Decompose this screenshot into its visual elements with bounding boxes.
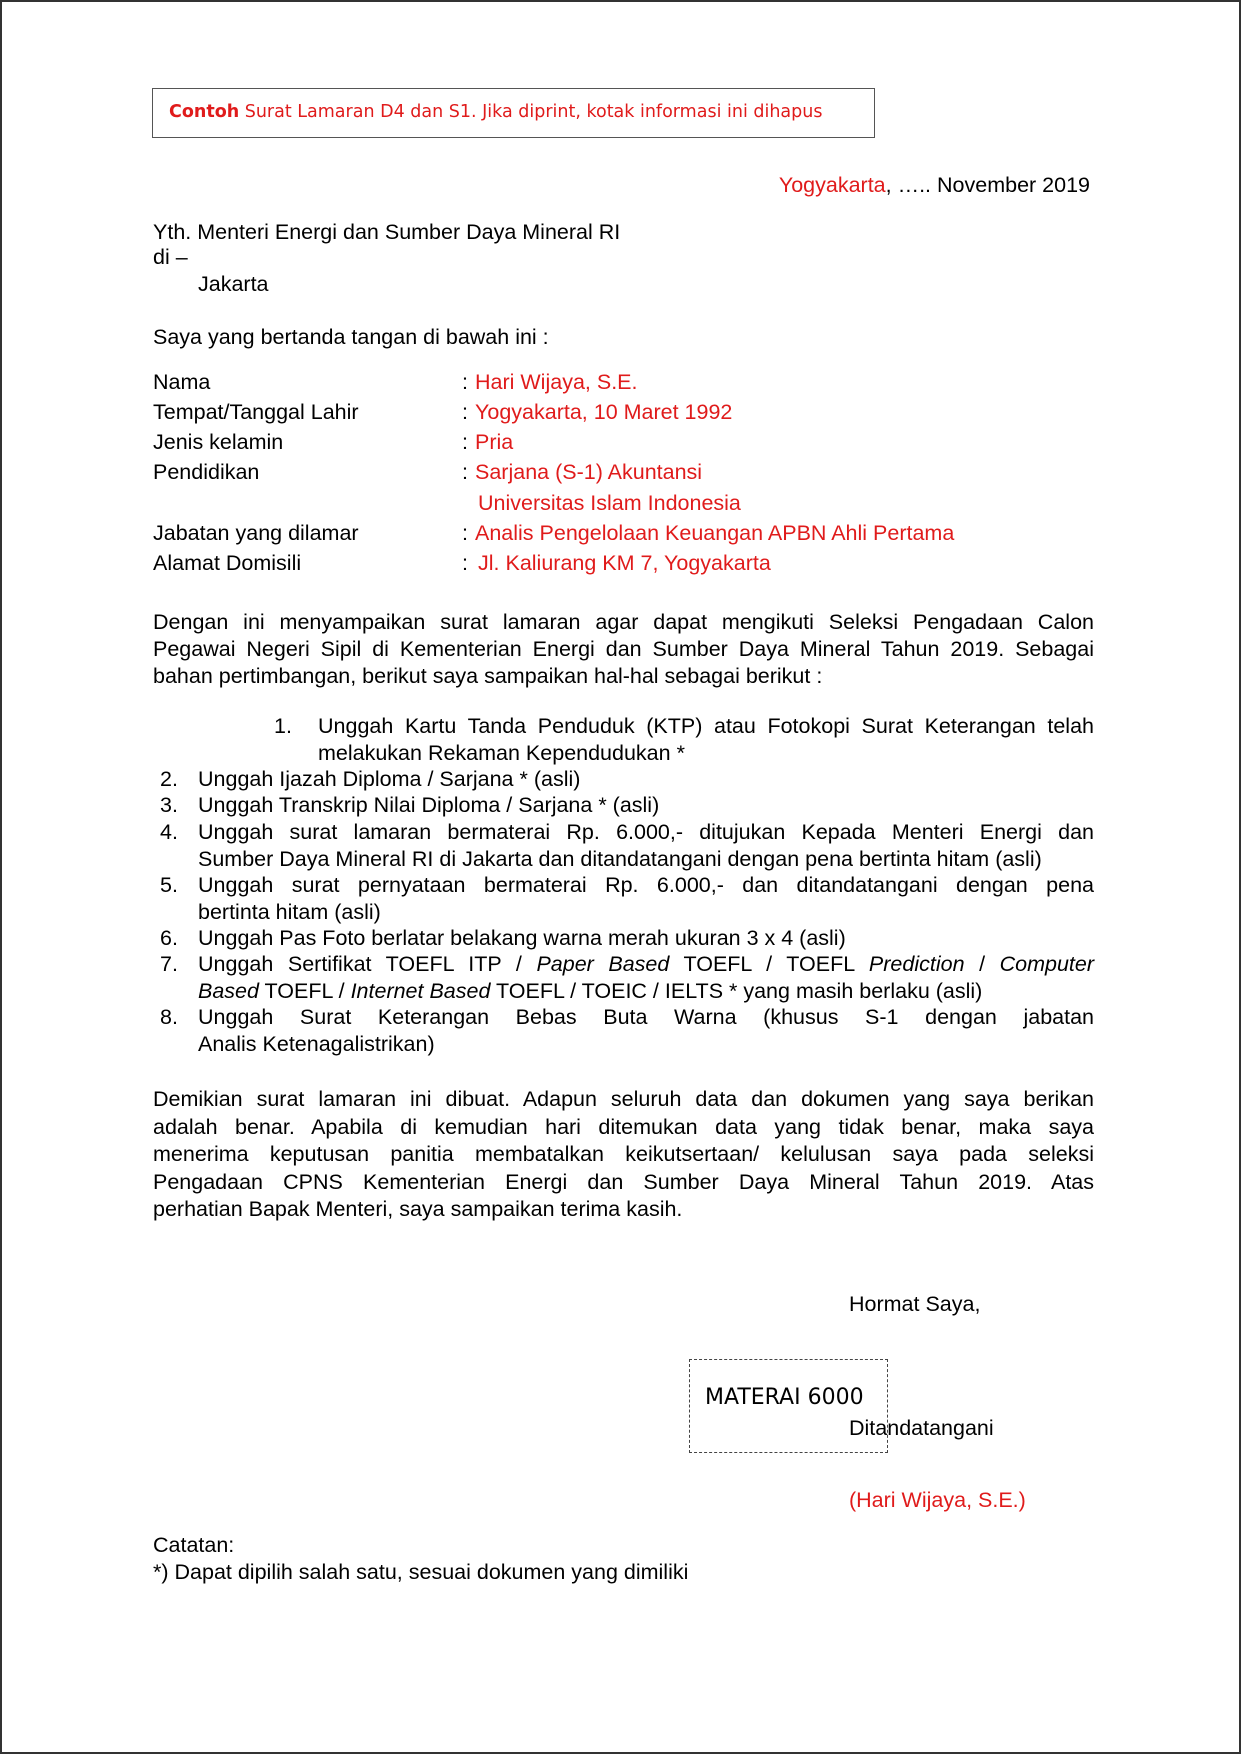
field-value-jabatan: Analis Pengelolaan Keuangan APBN Ahli Pertama — [475, 521, 955, 545]
list-item-line-rich-2 — [198, 978, 1094, 1005]
paragraph-line: Demikian surat lamaran ini dibuat. Adapun seluruh data dan dokumen yang saya berikan — [153, 1087, 1094, 1111]
list-segment: TOEFL / TOEIC / IELTS * yang masih berlaku (asli) — [490, 978, 983, 1003]
field-label-jenis-kelamin: Jenis kelamin — [153, 430, 284, 454]
list-segment: TOEFL / — [258, 978, 351, 1003]
list-segment: TOEFL / TOEFL — [669, 952, 869, 976]
recipient-line-3: Jakarta — [198, 272, 269, 296]
paragraph-line: Pegawai Negeri Sipil di Kementerian Energi dan Sumber Daya Mineral Tahun 2019. Sebagai — [153, 637, 1094, 661]
recipient-line-1: Yth. Menteri Energi dan Sumber Daya Mineral RI — [153, 220, 621, 244]
list-item — [198, 766, 1094, 793]
signatory-name: (Hari Wijaya, S.E.) — [849, 1488, 1026, 1512]
list-segment-italic: Computer — [999, 952, 1095, 976]
list-number: 8. — [160, 1005, 178, 1029]
list-item — [318, 713, 1094, 766]
paragraph-line: Dengan ini menyampaikan surat lamaran agar dapat mengikuti Seleksi Pengadaan Calon — [153, 610, 1094, 634]
list-segment-italic: Prediction — [868, 952, 965, 976]
field-colon: : — [462, 370, 468, 394]
paragraph-line: perhatian Bapak Menteri, saya sampaikan terima kasih. — [153, 1197, 683, 1221]
list-segment-italic: Paper Based — [536, 952, 670, 976]
list-number: 7. — [160, 952, 178, 976]
list-segment-italic: Based — [198, 978, 259, 1003]
signed-label: Ditandatangani — [849, 1416, 994, 1440]
paragraph-line: adalah benar. Apabila di kemudian hari ditemukan data yang tidak benar, maka saya — [153, 1114, 1094, 1139]
list-segment: / — [964, 952, 1000, 976]
field-value-ttl: Yogyakarta, 10 Maret 1992 — [475, 400, 733, 424]
list-number: 3. — [160, 793, 178, 817]
paragraph-closing — [153, 1086, 1094, 1224]
note-text: *) Dapat dipilih salah satu, sesuai dokumen yang dimiliki — [153, 1560, 689, 1584]
paragraph-application — [153, 609, 1094, 690]
closing-greeting: Hormat Saya, — [849, 1292, 981, 1316]
note-title: Catatan: — [153, 1533, 235, 1557]
date-rest: , ….. November 2019 — [885, 173, 1090, 197]
list-segment: Unggah Sertifikat TOEFL ITP / — [198, 952, 537, 976]
list-number: 1. — [274, 714, 292, 738]
list-item-line: Unggah Surat Keterangan Bebas Buta Warna (khusus S-1 dengan jabatan — [198, 1005, 1094, 1029]
field-colon: : — [462, 551, 468, 575]
field-colon: : — [462, 430, 468, 454]
list-item — [198, 925, 1094, 952]
list-item — [198, 792, 1094, 819]
field-colon: : — [462, 400, 468, 424]
field-value-pendidikan-institution: Universitas Islam Indonesia — [478, 491, 741, 515]
notice-text: Surat Lamaran D4 dan S1. Jika diprint, kotak informasi ini dihapus — [239, 102, 823, 122]
field-label-nama: Nama — [153, 370, 211, 394]
list-number: 2. — [160, 767, 178, 791]
list-item — [198, 1004, 1094, 1057]
paragraph-line: bahan pertimbangan, berikut saya sampaikan hal-hal sebagai berikut : — [153, 664, 823, 688]
field-value-alamat: Jl. Kaliurang KM 7, Yogyakarta — [478, 551, 771, 575]
info-notice-box — [152, 88, 875, 138]
list-item-line-rich-1 — [198, 951, 1094, 978]
field-value-pendidikan: Sarjana (S-1) Akuntansi — [475, 460, 703, 484]
list-item-line: Unggah Pas Foto berlatar belakang warna merah ukuran 3 x 4 (asli) — [198, 926, 846, 950]
date-city: Yogyakarta — [778, 173, 886, 197]
field-value-jenis-kelamin: Pria — [475, 430, 514, 454]
list-number: 4. — [160, 820, 178, 844]
list-item-line: Analis Ketenagalistrikan) — [198, 1031, 435, 1056]
list-item-line: Unggah Transkrip Nilai Diploma / Sarjana * (asli) — [198, 793, 660, 817]
intro-text: Saya yang bertanda tangan di bawah ini : — [153, 325, 549, 349]
recipient-line-2: di – — [153, 245, 188, 269]
field-label-pendidikan: Pendidikan — [153, 460, 260, 484]
list-item-line: Unggah Kartu Tanda Penduduk (KTP) atau Fotokopi Surat Keterangan telah — [318, 714, 1094, 738]
field-colon: : — [462, 521, 468, 545]
list-item — [198, 872, 1094, 925]
stamp-label: MATERAI 6000 — [705, 1385, 864, 1410]
list-item-line: Sumber Daya Mineral RI di Jakarta dan ditandatangani dengan pena bertinta hitam (asli) — [198, 846, 1042, 871]
list-item-line: Unggah surat lamaran bermaterai Rp. 6.000,- ditujukan Kepada Menteri Energi dan — [198, 820, 1094, 844]
date-line — [779, 172, 1090, 198]
field-label-alamat: Alamat Domisili — [153, 551, 302, 575]
notice-bold: Contoh — [169, 102, 240, 122]
list-item-line: Unggah Ijazah Diploma / Sarjana * (asli) — [198, 767, 581, 791]
field-value-nama: Hari Wijaya, S.E. — [475, 370, 638, 394]
field-label-jabatan: Jabatan yang dilamar — [153, 521, 359, 545]
list-item-line: Unggah surat pernyataan bermaterai Rp. 6.000,- dan ditandatangani dengan pena — [198, 873, 1094, 897]
list-item-line: bertinta hitam (asli) — [198, 899, 381, 924]
list-number: 6. — [160, 926, 178, 950]
list-number: 5. — [160, 873, 178, 897]
paragraph-line: menerima keputusan panitia membatalkan keikutsertaan/ kelulusan saya pada seleksi — [153, 1142, 1094, 1166]
field-label-ttl: Tempat/Tanggal Lahir — [153, 400, 359, 424]
field-colon: : — [462, 460, 468, 484]
list-item-line: melakukan Rekaman Kependudukan * — [318, 740, 685, 765]
paragraph-line: Pengadaan CPNS Kementerian Energi dan Sumber Daya Mineral Tahun 2019. Atas — [153, 1169, 1094, 1194]
list-segment-italic: Internet Based — [350, 978, 491, 1003]
list-item — [198, 819, 1094, 872]
list-item — [198, 951, 1094, 1004]
